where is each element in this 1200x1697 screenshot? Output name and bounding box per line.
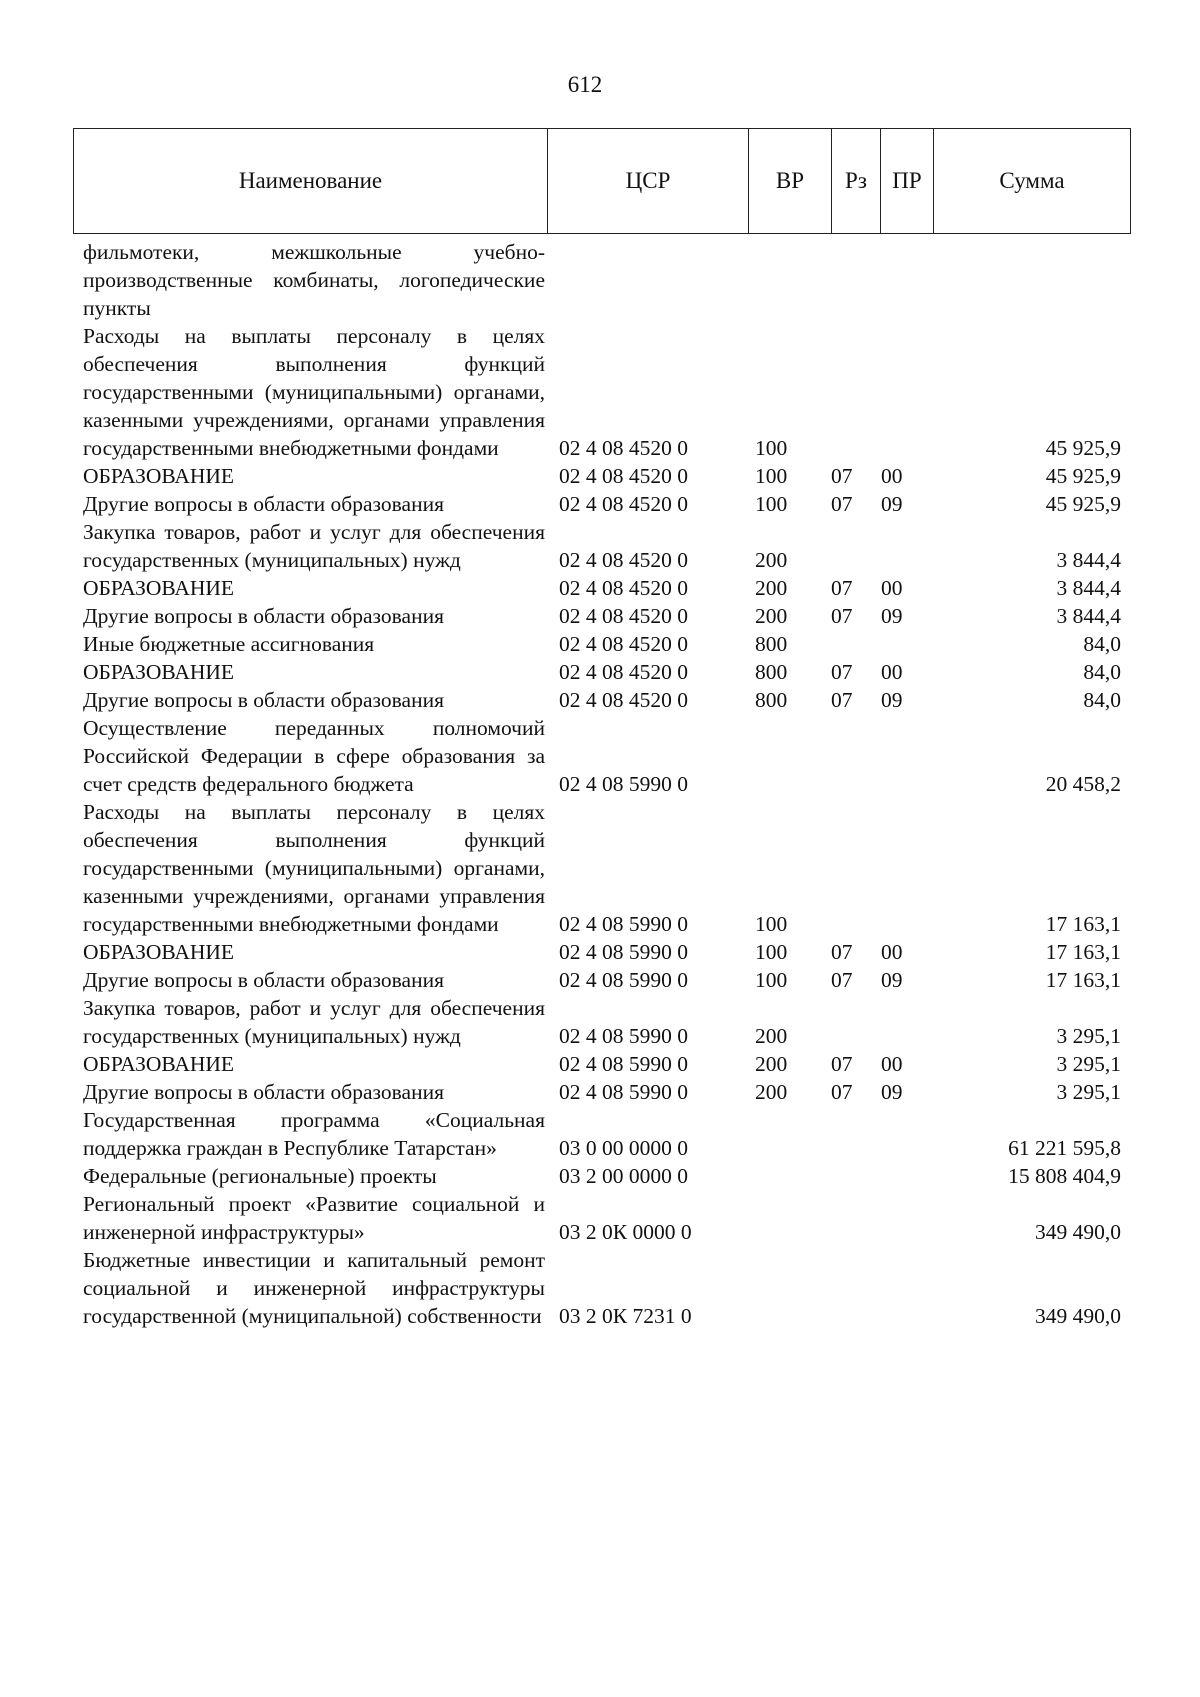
cell-csr: 02 4 08 4520 0 — [559, 576, 688, 600]
cell-csr: 02 4 08 5990 0 — [559, 940, 688, 964]
table-row — [73, 574, 1131, 602]
cell-csr: 02 4 08 5990 0 — [559, 912, 688, 936]
table-row — [73, 518, 1131, 574]
header-pr: ПР — [881, 129, 934, 233]
cell-rz: 07 — [831, 464, 853, 488]
cell-rz: 07 — [831, 968, 853, 992]
cell-name: Федеральные (региональные) проекты — [83, 1164, 437, 1188]
cell-pr: 00 — [881, 1052, 903, 1076]
cell-csr: 03 2 0К 7231 0 — [559, 1304, 692, 1328]
cell-rz: 07 — [831, 492, 853, 516]
cell-csr: 02 4 08 4520 0 — [559, 660, 688, 684]
cell-name: ОБРАЗОВАНИЕ — [83, 464, 235, 488]
cell-name: Расходы на выплаты персоналу в целях обеспечения выполнения функций государственными (муниципальными) органами, казенными учреждениями, органами управления государственными внебюджетными фондами — [83, 324, 545, 460]
cell-sum: 3 844,4 — [1056, 576, 1121, 600]
cell-csr: 02 4 08 4520 0 — [559, 464, 688, 488]
cell-rz: 07 — [831, 576, 853, 600]
cell-vr: 100 — [755, 912, 788, 936]
cell-sum: 84,0 — [1083, 632, 1121, 656]
cell-vr: 100 — [755, 940, 788, 964]
table-row — [73, 1050, 1131, 1078]
cell-csr: 02 4 08 5990 0 — [559, 1080, 688, 1104]
table-row — [73, 658, 1131, 686]
cell-name: Иные бюджетные ассигнования — [83, 632, 375, 656]
cell-sum: 3 295,1 — [1056, 1080, 1121, 1104]
table-row — [73, 1106, 1131, 1162]
cell-vr: 800 — [755, 688, 788, 712]
cell-name: Расходы на выплаты персоналу в целях обеспечения выполнения функций государственными (муниципальными) органами, казенными учреждениями, органами управления государственными внебюджетными фондами — [83, 800, 545, 936]
cell-name: Государственная программа «Социальная поддержка граждан в Республике Татарстан» — [83, 1108, 545, 1160]
cell-sum: 17 163,1 — [1045, 940, 1121, 964]
table-row — [73, 938, 1131, 966]
cell-csr: 03 2 0К 0000 0 — [559, 1220, 692, 1244]
cell-name: Осуществление переданных полномочий Российской Федерации в сфере образования за счет средств федерального бюджета — [83, 716, 545, 796]
table-row — [73, 714, 1131, 798]
header-sum: Сумма — [999, 168, 1065, 193]
cell-sum: 45 925,9 — [1045, 492, 1121, 516]
cell-csr: 03 2 00 0000 0 — [559, 1164, 688, 1188]
cell-name: Другие вопросы в области образования — [83, 604, 444, 628]
cell-rz: 07 — [831, 660, 853, 684]
cell-pr: 09 — [881, 968, 903, 992]
cell-vr: 800 — [755, 660, 788, 684]
cell-vr: 100 — [755, 492, 788, 516]
cell-vr: 100 — [755, 464, 788, 488]
cell-name: фильмотеки, межшкольные учебно-производственные комбинаты, логопедические пункты — [83, 240, 545, 320]
cell-vr: 200 — [755, 1080, 788, 1104]
cell-sum: 3 295,1 — [1056, 1052, 1121, 1076]
table-body — [73, 238, 1131, 1330]
cell-pr: 00 — [881, 464, 903, 488]
cell-sum: 20 458,2 — [1045, 772, 1121, 796]
cell-pr: 09 — [881, 1080, 903, 1104]
cell-rz: 07 — [831, 604, 853, 628]
cell-name: Другие вопросы в области образования — [83, 1080, 444, 1104]
cell-csr: 02 4 08 5990 0 — [559, 772, 688, 796]
table-row — [73, 630, 1131, 658]
cell-sum: 45 925,9 — [1045, 436, 1121, 460]
cell-csr: 02 4 08 4520 0 — [559, 492, 688, 516]
cell-vr: 200 — [755, 576, 788, 600]
table-row — [73, 490, 1131, 518]
cell-rz: 07 — [831, 940, 853, 964]
cell-name: Бюджетные инвестиции и капитальный ремонт социальной и инженерной инфраструктуры государственной (муниципальной) собственности — [83, 1248, 545, 1328]
table-row — [73, 1190, 1131, 1246]
cell-sum: 3 295,1 — [1056, 1024, 1121, 1048]
table-row — [73, 994, 1131, 1050]
cell-vr: 800 — [755, 632, 788, 656]
cell-name: Другие вопросы в области образования — [83, 688, 444, 712]
table-row — [73, 322, 1131, 462]
cell-csr: 02 4 08 5990 0 — [559, 968, 688, 992]
header-name: Наименование — [74, 129, 548, 233]
cell-name: ОБРАЗОВАНИЕ — [83, 1052, 235, 1076]
table-row — [73, 966, 1131, 994]
table-header — [73, 128, 1131, 234]
cell-csr: 03 0 00 0000 0 — [559, 1136, 688, 1160]
table-row — [73, 1246, 1131, 1330]
cell-pr: 09 — [881, 604, 903, 628]
cell-csr: 02 4 08 4520 0 — [559, 436, 688, 460]
cell-vr: 100 — [755, 968, 788, 992]
cell-sum: 45 925,9 — [1045, 464, 1121, 488]
cell-rz: 07 — [831, 688, 853, 712]
cell-sum: 17 163,1 — [1045, 968, 1121, 992]
cell-pr: 00 — [881, 576, 903, 600]
cell-pr: 09 — [881, 688, 903, 712]
cell-sum: 349 490,0 — [1035, 1304, 1121, 1328]
cell-sum: 15 808 404,9 — [1008, 1164, 1121, 1188]
cell-csr: 02 4 08 5990 0 — [559, 1052, 688, 1076]
page-number: 612 — [567, 72, 603, 97]
table-row — [73, 238, 1131, 322]
header-csr: ЦСР — [548, 129, 749, 233]
cell-name: ОБРАЗОВАНИЕ — [83, 576, 235, 600]
cell-sum: 17 163,1 — [1045, 912, 1121, 936]
cell-pr: 09 — [881, 492, 903, 516]
cell-csr: 02 4 08 4520 0 — [559, 548, 688, 572]
cell-name: Закупка товаров, работ и услуг для обеспечения государственных (муниципальных) нужд — [83, 996, 545, 1048]
cell-vr: 200 — [755, 548, 788, 572]
cell-pr: 00 — [881, 660, 903, 684]
cell-vr: 100 — [755, 436, 788, 460]
cell-pr: 00 — [881, 940, 903, 964]
cell-csr: 02 4 08 4520 0 — [559, 604, 688, 628]
cell-sum: 84,0 — [1083, 660, 1121, 684]
table-row — [73, 462, 1131, 490]
table-row — [73, 686, 1131, 714]
cell-csr: 02 4 08 5990 0 — [559, 1024, 688, 1048]
cell-name: Региональный проект «Развитие социальной и инженерной инфраструктуры» — [83, 1192, 545, 1244]
cell-name: Закупка товаров, работ и услуг для обеспечения государственных (муниципальных) нужд — [83, 520, 545, 572]
cell-csr: 02 4 08 4520 0 — [559, 688, 688, 712]
table-row — [73, 1078, 1131, 1106]
cell-name: ОБРАЗОВАНИЕ — [83, 940, 235, 964]
table-row — [73, 798, 1131, 938]
cell-vr: 200 — [755, 604, 788, 628]
cell-rz: 07 — [831, 1052, 853, 1076]
cell-sum: 61 221 595,8 — [1008, 1136, 1121, 1160]
cell-vr: 200 — [755, 1052, 788, 1076]
cell-name: Другие вопросы в области образования — [83, 968, 444, 992]
cell-sum: 349 490,0 — [1035, 1220, 1121, 1244]
cell-sum: 84,0 — [1083, 688, 1121, 712]
cell-rz: 07 — [831, 1080, 853, 1104]
cell-sum: 3 844,4 — [1056, 548, 1121, 572]
table-row — [73, 1162, 1131, 1190]
table-row — [73, 602, 1131, 630]
cell-name: Другие вопросы в области образования — [83, 492, 444, 516]
cell-name: ОБРАЗОВАНИЕ — [83, 660, 235, 684]
header-rz: Рз — [832, 129, 881, 233]
header-vr: ВР — [749, 129, 832, 233]
cell-vr: 200 — [755, 1024, 788, 1048]
cell-csr: 02 4 08 4520 0 — [559, 632, 688, 656]
cell-sum: 3 844,4 — [1056, 604, 1121, 628]
